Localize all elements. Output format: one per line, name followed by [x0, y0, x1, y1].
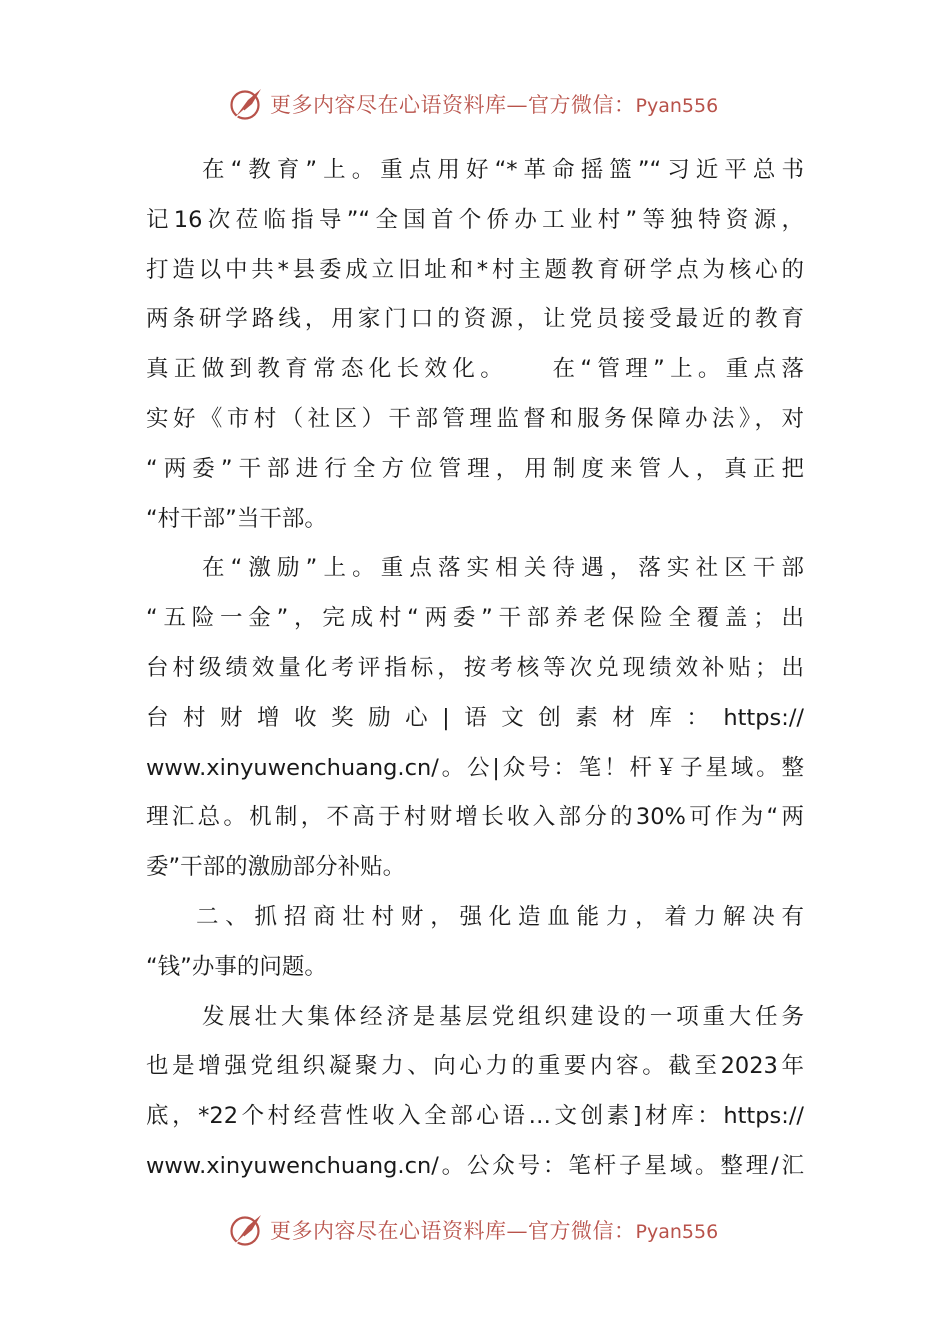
text-line: 台村级绩效量化考评指标，按考核等次兑现绩效补贴；出	[146, 654, 804, 681]
text-line: 底，*22个村经营性收入全部心语…文创素]材库：https://	[146, 1103, 804, 1130]
text-line: “村干部”当干部。	[146, 505, 327, 532]
quill-pen-logo-icon	[228, 1212, 264, 1248]
footer-banner	[228, 1210, 748, 1250]
text-line: www.xinyuwenchuang.cn/。公众号：笔杆子星域。整理/汇	[146, 1152, 804, 1179]
text-line: 真正做到教育常态化长效化。 在“管理”上。重点落	[146, 356, 804, 383]
text-line: 委”干部的激励部分补贴。	[146, 854, 406, 881]
document-body	[146, 146, 804, 1192]
text-line: 在“激励”上。重点落实相关待遇，落实社区干部	[202, 555, 804, 582]
section-heading-line: “钱”办事的问题。	[146, 953, 327, 980]
text-line: 两条研学路线，用家门口的资源，让党员接受最近的教育	[146, 306, 804, 333]
text-line: www.xinyuwenchuang.cn/。公|众号：笔！杆￥子星域。整	[146, 754, 804, 781]
header-banner-text: 更多内容尽在心语资料库—官方微信：Pyan556	[270, 93, 719, 117]
header-banner	[228, 84, 748, 124]
footer-banner-text: 更多内容尽在心语资料库—官方微信：Pyan556	[270, 1219, 719, 1243]
section-heading-line: 二、抓招商壮村财，强化造血能力，着力解决有	[196, 903, 804, 930]
text-line: 实好《市村（社区）干部管理监督和服务保障办法》，对	[146, 405, 804, 432]
text-line: 发展壮大集体经济是基层党组织建设的一项重大任务	[202, 1003, 804, 1030]
text-line: 记16次莅临指导”“全国首个侨办工业村”等独特资源，	[146, 206, 804, 233]
text-line: 台村财增收奖励心|语文创素材库：https://	[146, 704, 804, 731]
text-line: 理汇总。机制，不高于村财增长收入部分的30%可作为“两	[146, 804, 804, 831]
header-wechat-id: Pyan556	[635, 95, 719, 117]
text-line: 在“教育”上。重点用好“*革命摇篮”“习近平总书	[202, 157, 804, 183]
text-line: 打造以中共*县委成立旧址和*村主题教育研学点为核心的	[146, 256, 804, 283]
quill-pen-logo-icon	[228, 86, 264, 122]
text-line: “五险一金”，完成村“两委”干部养老保险全覆盖；出	[146, 605, 804, 632]
footer-wechat-id: Pyan556	[635, 1221, 719, 1243]
text-line: 也是增强党组织凝聚力、向心力的重要内容。截至2023年	[146, 1053, 804, 1080]
text-line: “两委”干部进行全方位管理，用制度来管人，真正把	[146, 455, 804, 482]
